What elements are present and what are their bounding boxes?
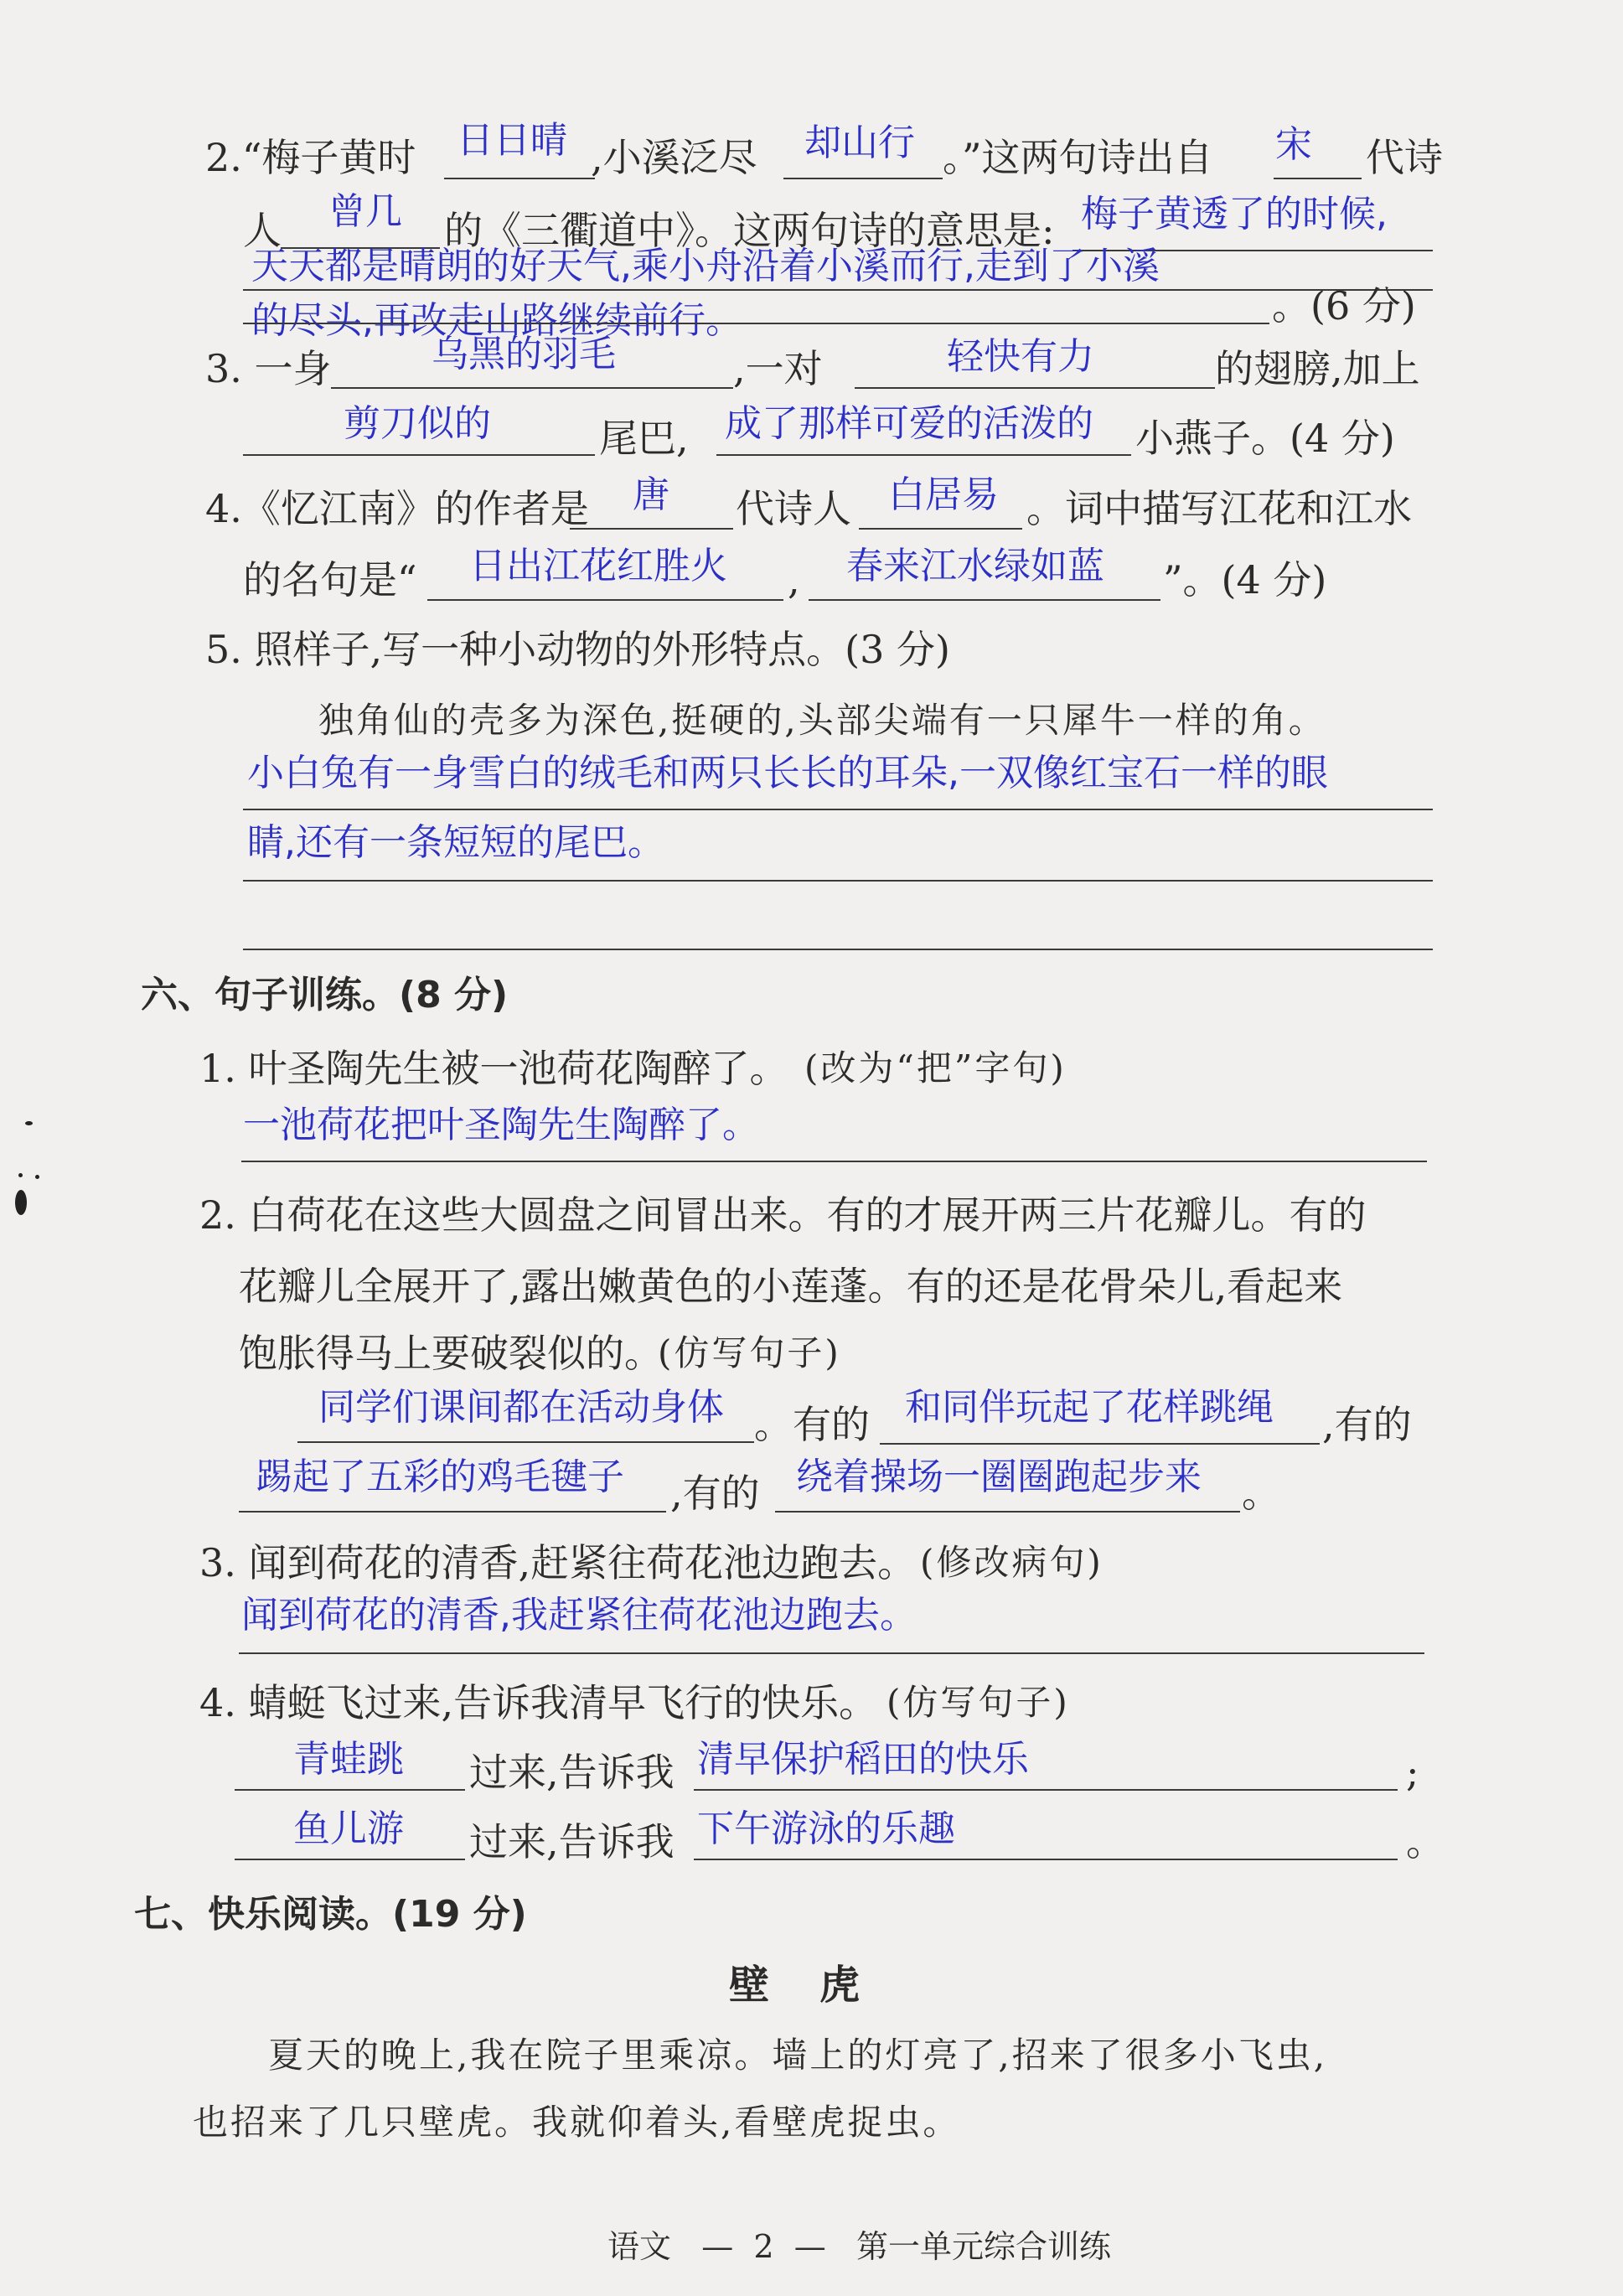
s6-q2-text-4: 。	[1242, 1471, 1280, 1516]
s6-q4-answer-2: 清早保护稻田的快乐	[697, 1738, 1029, 1781]
q2-text-2: ,小溪泛尽	[591, 135, 757, 180]
q3-text-1: 3. 一身	[205, 346, 332, 391]
story-paragraph-2: 也招来了几只壁虎。我就仰着头,看壁虎捉虫。	[193, 2102, 961, 2143]
q3-blank-3[interactable]	[243, 454, 595, 456]
q2-text-3: 。”这两句诗出自	[943, 135, 1213, 180]
q2-answer-1: 日日晴	[457, 119, 567, 162]
q4-text-1: 4.《忆江南》的作者是	[205, 486, 589, 531]
s6-q4-answer-1: 青蛙跳	[293, 1738, 404, 1781]
q5-line-3[interactable]	[243, 949, 1433, 950]
s6-q2-answer-3: 踢起了五彩的鸡毛毽子	[256, 1456, 624, 1498]
q2-blank-1[interactable]	[444, 178, 595, 179]
q2-blank-7[interactable]	[243, 323, 1269, 324]
q4-text-3: 。词中描写江花和江水	[1026, 486, 1412, 531]
s6-q1-line[interactable]	[241, 1161, 1427, 1162]
q3-text-5: 小燕子。(4 分)	[1135, 416, 1395, 461]
s6-q2-blank-4[interactable]	[775, 1511, 1240, 1513]
s6-q2-blank-2[interactable]	[880, 1443, 1320, 1445]
q2-text-6: 的《三衢道中》。这两句诗的意思是:	[444, 208, 1055, 253]
section-6-title: 六、句子训练。(8 分)	[141, 974, 509, 1016]
q3-text-4: 尾巴,	[599, 416, 689, 461]
s6-q2-blank-1[interactable]	[297, 1441, 754, 1443]
q2-blank-6[interactable]	[243, 289, 1433, 291]
s6-q4-blank-2[interactable]	[694, 1789, 1398, 1791]
s6-q1: 1. 叶圣陶先生被一池荷花陶醉了。	[199, 1046, 788, 1091]
q3-blank-2[interactable]	[855, 387, 1215, 389]
q4-answer-2: 白居易	[888, 473, 999, 516]
s6-q3-note: (修改病句)	[920, 1542, 1104, 1583]
q3-answer-1: 乌黑的羽毛	[432, 333, 616, 375]
q2-answer-7: 的尽头,再改走山路继续前行。	[251, 299, 742, 342]
s6-q2-line-3: 饱胀得马上要破裂似的。	[239, 1331, 663, 1376]
q5-prompt: 5. 照样子,写一种小动物的外形特点。(3 分)	[205, 627, 950, 672]
s6-q4: 4. 蜻蜓飞过来,告诉我清早飞行的快乐。	[199, 1680, 878, 1725]
q4-blank-1[interactable]	[570, 528, 733, 530]
s6-q2-line-1: 2. 白荷花在这些大圆盘之间冒出来。有的才展开两三片花瓣儿。有的	[199, 1192, 1367, 1238]
s6-q4-text-3: 过来,告诉我	[469, 1819, 675, 1864]
s6-q2-line-2: 花瓣儿全展开了,露出嫩黄色的小莲蓬。有的还是花骨朵儿,看起来	[239, 1264, 1343, 1309]
q5-answer-line-2: 睛,还有一条短短的尾巴。	[247, 821, 664, 864]
q2-answer-6: 天天都是晴朗的好天气,乘小舟沿着小溪而行,走到了小溪	[251, 245, 1160, 287]
s6-q4-blank-4[interactable]	[694, 1859, 1398, 1860]
s6-q4-blank-3[interactable]	[235, 1859, 465, 1860]
q4-blank-2[interactable]	[859, 528, 1022, 530]
q3-blank-1[interactable]	[331, 387, 733, 389]
story-title: 壁虎	[729, 1962, 911, 2009]
q5-example: 独角仙的壳多为深色,挺硬的,头部尖端有一只犀牛一样的角。	[318, 700, 1326, 741]
s6-q2-answer-1: 同学们课间都在活动身体	[318, 1386, 724, 1429]
q2-blank-2[interactable]	[783, 178, 943, 179]
s6-q4-answer-4: 下午游泳的乐趣	[697, 1807, 955, 1850]
q5-answer-line-1: 小白兔有一身雪白的绒毛和两只长长的耳朵,一双像红宝石一样的眼	[247, 752, 1328, 794]
q2-score: 。(6 分)	[1272, 283, 1416, 328]
section-7-title: 七、快乐阅读。(19 分)	[134, 1893, 527, 1936]
q4-blank-4[interactable]	[809, 599, 1160, 601]
s6-q4-note: (仿写句子)	[886, 1682, 1070, 1723]
scan-mark	[35, 1175, 39, 1179]
q4-text-4: 的名句是“	[243, 557, 417, 602]
q2-text-1: 2.“梅子黄时	[205, 135, 416, 180]
s6-q4-text-2: ;	[1406, 1750, 1419, 1795]
s6-q1-note: (改为“把”字句)	[804, 1047, 1067, 1089]
q2-answer-4: 曾几	[328, 190, 402, 233]
q4-answer-1: 唐	[633, 473, 669, 516]
s6-q3-answer: 闻到荷花的清香,我赶紧往荷花池边跑去。	[241, 1594, 917, 1637]
q2-text-5: 人	[243, 208, 282, 253]
q3-answer-4: 成了那样可爱的活泼的	[725, 402, 1093, 445]
q4-answer-3: 日出江花红胜火	[469, 545, 727, 587]
q4-text-6: ”。(4 分)	[1163, 557, 1327, 602]
q2-answer-3: 宋	[1275, 123, 1312, 166]
q2-text-4: 代诗	[1366, 135, 1443, 180]
s6-q2-text-1: 。有的	[754, 1402, 870, 1447]
scan-mark	[25, 1121, 33, 1125]
s6-q2-text-3: ,有的	[670, 1471, 760, 1516]
scan-mark	[15, 1190, 27, 1215]
s6-q3-line[interactable]	[239, 1652, 1424, 1654]
q2-blank-3[interactable]	[1274, 178, 1362, 179]
s6-q2-text-2: ,有的	[1322, 1402, 1412, 1447]
q2-answer-5: 梅子黄透了的时候,	[1081, 193, 1388, 235]
q5-line-1[interactable]	[243, 809, 1433, 810]
s6-q2-note: (仿写句子)	[658, 1332, 841, 1373]
s6-q4-answer-3: 鱼儿游	[293, 1807, 404, 1850]
s6-q4-blank-1[interactable]	[235, 1789, 465, 1791]
s6-q2-blank-3[interactable]	[239, 1511, 666, 1513]
s6-q2-answer-2: 和同伴玩起了花样跳绳	[905, 1386, 1274, 1429]
q4-text-2: 代诗人	[736, 486, 851, 531]
s6-q4-text-1: 过来,告诉我	[469, 1750, 675, 1795]
s6-q3: 3. 闻到荷花的清香,赶紧往荷花池边跑去。	[199, 1540, 917, 1585]
q4-answer-4: 春来江水绿如蓝	[846, 545, 1104, 587]
story-paragraph-1: 夏天的晚上,我在院子里乘凉。墙上的灯亮了,招来了很多小飞虫,	[268, 2035, 1328, 2076]
s6-q1-answer: 一池荷花把叶圣陶先生陶醉了。	[243, 1104, 759, 1146]
page-footer: 语文 — 2 — 第一单元综合训练	[607, 2228, 1111, 2265]
s6-q4-text-4: 。	[1406, 1819, 1445, 1864]
s6-q2-answer-4: 绕着操场一圈圈跑起步来	[796, 1456, 1202, 1498]
q2-answer-2: 却山行	[804, 122, 915, 164]
q5-line-2[interactable]	[243, 880, 1433, 882]
q3-answer-2: 轻快有力	[947, 335, 1094, 378]
q3-blank-4[interactable]	[716, 454, 1131, 456]
q3-text-3: 的翅膀,加上	[1215, 346, 1420, 391]
scan-mark	[18, 1173, 23, 1177]
q4-text-5: ,	[788, 557, 800, 602]
q4-blank-3[interactable]	[427, 599, 783, 601]
q3-text-2: ,一对	[733, 346, 823, 391]
q3-answer-3: 剪刀似的	[344, 402, 491, 445]
